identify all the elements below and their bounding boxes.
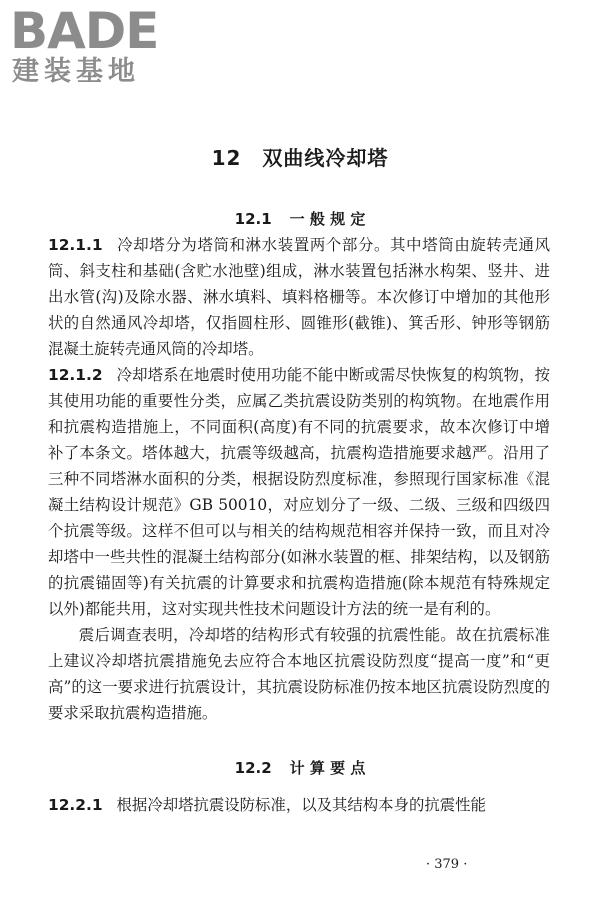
section-number: 12.2 <box>234 759 272 777</box>
clause-text: 冷却塔分为塔筒和淋水装置两个部分。其中塔筒由旋转壳通风筒、斜支柱和基础(含贮水池壁)组成，淋水装置包括淋水构架、竖井、进出水管(沟)及除水器、淋水填料、填料格栅等。本次修订中增加的其他形状的自然通风冷却塔，仅指圆柱形、圆锥形(截锥)、箕舌形、钟形等钢筋混凝土旋转壳通风筒的冷却塔。 <box>48 236 550 358</box>
logo-wordmark: BADE <box>10 2 159 60</box>
section-title-text: 一 般 规 定 <box>289 210 366 228</box>
page-number: · 379 · <box>426 857 468 872</box>
clause-number: 12.1.1 <box>48 236 103 254</box>
logo <box>10 4 180 90</box>
section-heading-12-2 <box>0 757 600 779</box>
clause-12-1-1 <box>48 232 550 362</box>
logo-subtitle: 建装基地 <box>12 56 140 87</box>
clause-number: 12.2.1 <box>48 796 103 814</box>
section-body-12-1 <box>48 232 550 726</box>
clause-12-1-2-continuation <box>48 622 550 726</box>
clause-number: 12.1.2 <box>48 366 103 384</box>
clause-text: 根据冷却塔抗震设防标准，以及其结构本身的抗震性能 <box>116 796 486 814</box>
chapter-title: 12 双曲线冷却塔 <box>211 146 389 170</box>
section-number: 12.1 <box>234 210 272 228</box>
clause-text: 震后调查表明，冷却塔的结构形式有较强的抗震性能。故在抗震标准上建议冷却塔抗震措施免去应符合本地区抗震设防烈度“提高一度”和“更高”的这一要求进行抗震设计，其抗震设防标准仍按本地区抗震设防烈度的要求采取抗震构造措施。 <box>48 626 550 722</box>
section-title-text: 计 算 要 点 <box>289 759 366 777</box>
clause-12-2-1 <box>48 792 550 818</box>
section-heading-12-1 <box>0 208 600 230</box>
clause-text: 冷却塔系在地震时使用功能不能中断或需尽快恢复的构筑物，按其使用功能的重要性分类，应属乙类抗震设防类别的构筑物。在地震作用和抗震构造措施上，不同面积(高度)有不同的抗震要求，故本次修订中增补了本条文。塔体越大，抗震等级越高，抗震构造措施要求越严。沿用了三种不同塔淋水面积的分类，根据设防烈度标准，参照现行国家标准《混凝土结构设计规范》GB 50010，对应划分了一级、二级、三级和四级四个抗震等级。这样不但可以与相关的结构规范相容并保持一致，而且对冷却塔中一些共性的混凝土结构部分(如淋水装置的框、排架结构，以及钢筋的抗震锚固等)有关抗震的计算要求和抗震构造措施(除本规范有特殊规定以外)都能共用，这对实现共性技术问题设计方法的统一是有利的。 <box>48 366 550 618</box>
section-body-12-2 <box>48 792 550 818</box>
clause-12-1-2 <box>48 362 550 622</box>
